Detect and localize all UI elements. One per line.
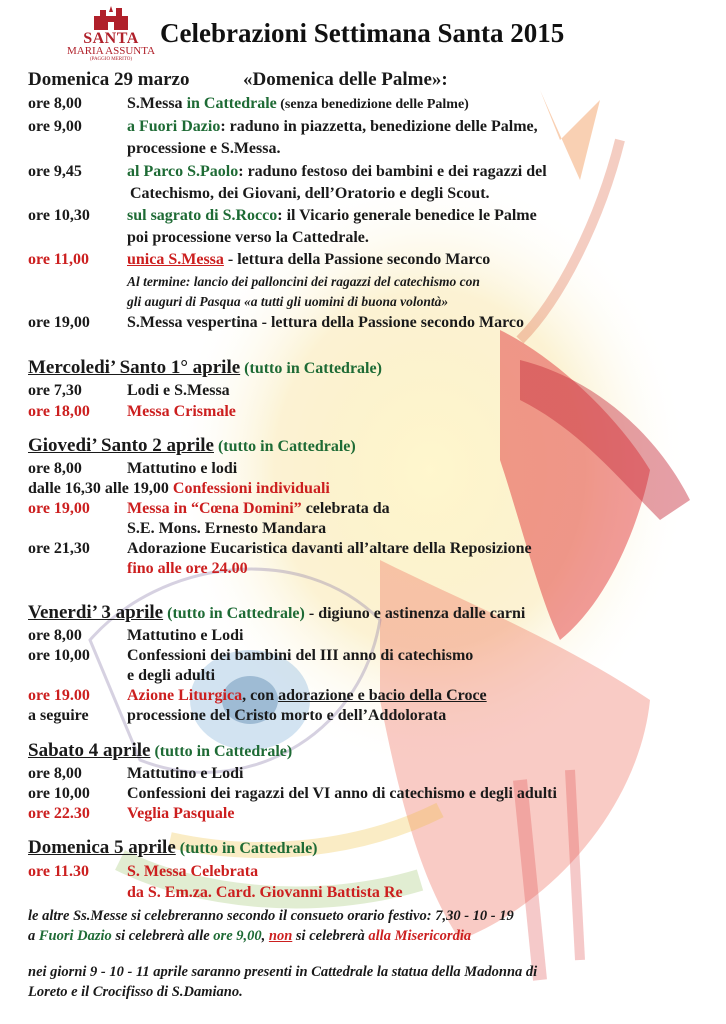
desc-highlight: Azione Liturgica [127, 687, 243, 704]
desc: , con [242, 687, 279, 704]
heading-sub: (tutto in Cattedrale) [213, 438, 356, 455]
time: ore 19,00 [28, 314, 90, 331]
desc: Mattutino e lodi [127, 460, 238, 477]
cathedral-icon [86, 6, 136, 32]
heading-sub: (tutto in Cattedrale) [150, 743, 293, 760]
heading-date: Giovedi’ Santo 2 aprile [28, 435, 214, 456]
desc: Lodi e S.Messa [127, 382, 230, 399]
desc: processione del Cristo morto e dell’Addolorata [127, 707, 447, 724]
desc: Messa Crismale [127, 403, 236, 420]
heading-date: Domenica 5 aprile [28, 837, 176, 858]
desc: : raduno festoso dei bambini e dei ragazzi del [238, 163, 547, 180]
time: ore 10,30 [28, 207, 90, 224]
time: ore 9,45 [28, 163, 82, 180]
time: ore 18,00 [28, 403, 90, 420]
desc: S. Messa Celebrata [127, 863, 259, 880]
desc: celebrata da [301, 500, 390, 517]
time: ore 19.00 [28, 687, 90, 704]
time: ore 8,00 [28, 95, 82, 112]
note: Al termine: lancio dei palloncini dei ragazzi del catechismo con [127, 274, 480, 289]
logo-line2: MARIA ASSUNTA [66, 45, 156, 57]
desc: poi processione verso la Cattedrale. [127, 229, 369, 246]
heading-sub: (tutto in Cattedrale) [240, 360, 382, 377]
time: ore 7,30 [28, 382, 82, 399]
time: ore 10,00 [28, 785, 90, 802]
note-part: si celebrerà alle [111, 928, 214, 944]
note-part: Fuori Dazio [38, 928, 112, 944]
note: le altre Ss.Messe si celebreranno secondo il consueto orario festivo: 7,30 - 10 - 19 [28, 908, 514, 924]
desc-underline: adorazione e bacio della Croce [278, 687, 487, 704]
logo-line3: (PAGGIO MERITO) [89, 57, 133, 62]
desc: Confessioni dei bambini del III anno di catechismo [127, 647, 474, 664]
desc: : raduno in piazzetta, benedizione delle Palme, [220, 118, 538, 135]
parish-logo [56, 6, 166, 70]
desc: S.Messa vespertina - lettura della Passione secondo Marco [127, 314, 524, 331]
desc: S.E. Mons. Ernesto Mandara [127, 520, 327, 537]
page-title: Celebrazioni Settimana Santa 2015 [160, 18, 565, 48]
desc: S.Messa [127, 95, 187, 112]
desc: Veglia Pasquale [127, 805, 235, 822]
desc: Mattutino e Lodi [127, 765, 244, 782]
desc: da S. Em.za. Card. Giovanni Battista Re [127, 884, 403, 901]
time: ore 11,00 [28, 251, 90, 268]
desc: : il Vicario generale benedice le Palme [277, 207, 537, 224]
time: ore 11.30 [28, 863, 90, 880]
footer-line2: Loreto e il Crocifisso di S.Damiano. [28, 984, 243, 1000]
desc-highlight: Confessioni individuali [172, 480, 330, 497]
desc: - lettura della Passione secondo Marco [223, 251, 491, 268]
heading-date: Mercoledi’ Santo 1° aprile [28, 357, 241, 378]
time: ore 9,00 [28, 118, 82, 135]
time: ore 8,00 [28, 765, 82, 782]
heading-name: «Domenica delle Palme»: [243, 69, 448, 90]
desc: Mattutino e Lodi [127, 627, 244, 644]
time: ore 19,00 [28, 500, 90, 517]
heading-date: Venerdi’ 3 aprile [28, 602, 164, 623]
desc-place: al Parco S.Paolo [127, 163, 239, 180]
note-part: ore 9,00 [213, 928, 262, 944]
heading-extra: - digiuno e astinenza dalle carni [304, 605, 526, 622]
footer-line1: nei giorni 9 - 10 - 11 aprile saranno presenti in Cattedrale la statua della Madonna di [28, 964, 538, 980]
desc: fino alle ore 24.00 [127, 560, 248, 577]
note-part: alla Misericordia [368, 928, 472, 944]
desc-highlight: Messa in “Cœna Domini” [127, 500, 302, 517]
desc-place: in Cattedrale [186, 95, 277, 112]
heading-date: Domenica 29 marzo [28, 69, 190, 90]
desc: processione e S.Messa. [127, 140, 281, 157]
desc: Adorazione Eucaristica davanti all’altare della Reposizione [127, 540, 532, 557]
time: ore 8,00 [28, 627, 82, 644]
note-part: si celebrerà [292, 928, 369, 944]
time: dalle 16,30 alle 19,00 [28, 480, 173, 497]
time: ore 10,00 [28, 647, 90, 664]
logo-line1: SANTA [83, 30, 139, 47]
heading-sub: (tutto in Cattedrale) [163, 605, 305, 622]
desc: Catechismo, dei Giovani, dell’Oratorio e degli Scout. [130, 185, 490, 202]
heading-sub: (tutto in Cattedrale) [175, 840, 318, 857]
note: gli auguri di Pasqua «a tutti gli uomini di buona volontà» [127, 294, 449, 309]
desc: e degli adulti [127, 667, 216, 684]
time: ore 21,30 [28, 540, 90, 557]
time: a seguire [28, 707, 89, 724]
desc-note: (senza benedizione delle Palme) [276, 97, 469, 112]
note-part: a [28, 928, 39, 944]
desc-place: sul sagrato di S.Rocco [127, 207, 278, 224]
desc: Confessioni dei ragazzi del VI anno di catechismo e degli adulti [127, 785, 557, 802]
time: ore 8,00 [28, 460, 82, 477]
desc-place: a Fuori Dazio [127, 118, 221, 135]
note-part: non [268, 928, 293, 944]
heading-date: Sabato 4 aprile [28, 740, 151, 761]
time: ore 22.30 [28, 805, 90, 822]
desc-highlight: unica S.Messa [127, 251, 224, 268]
note-part: , [261, 928, 269, 944]
